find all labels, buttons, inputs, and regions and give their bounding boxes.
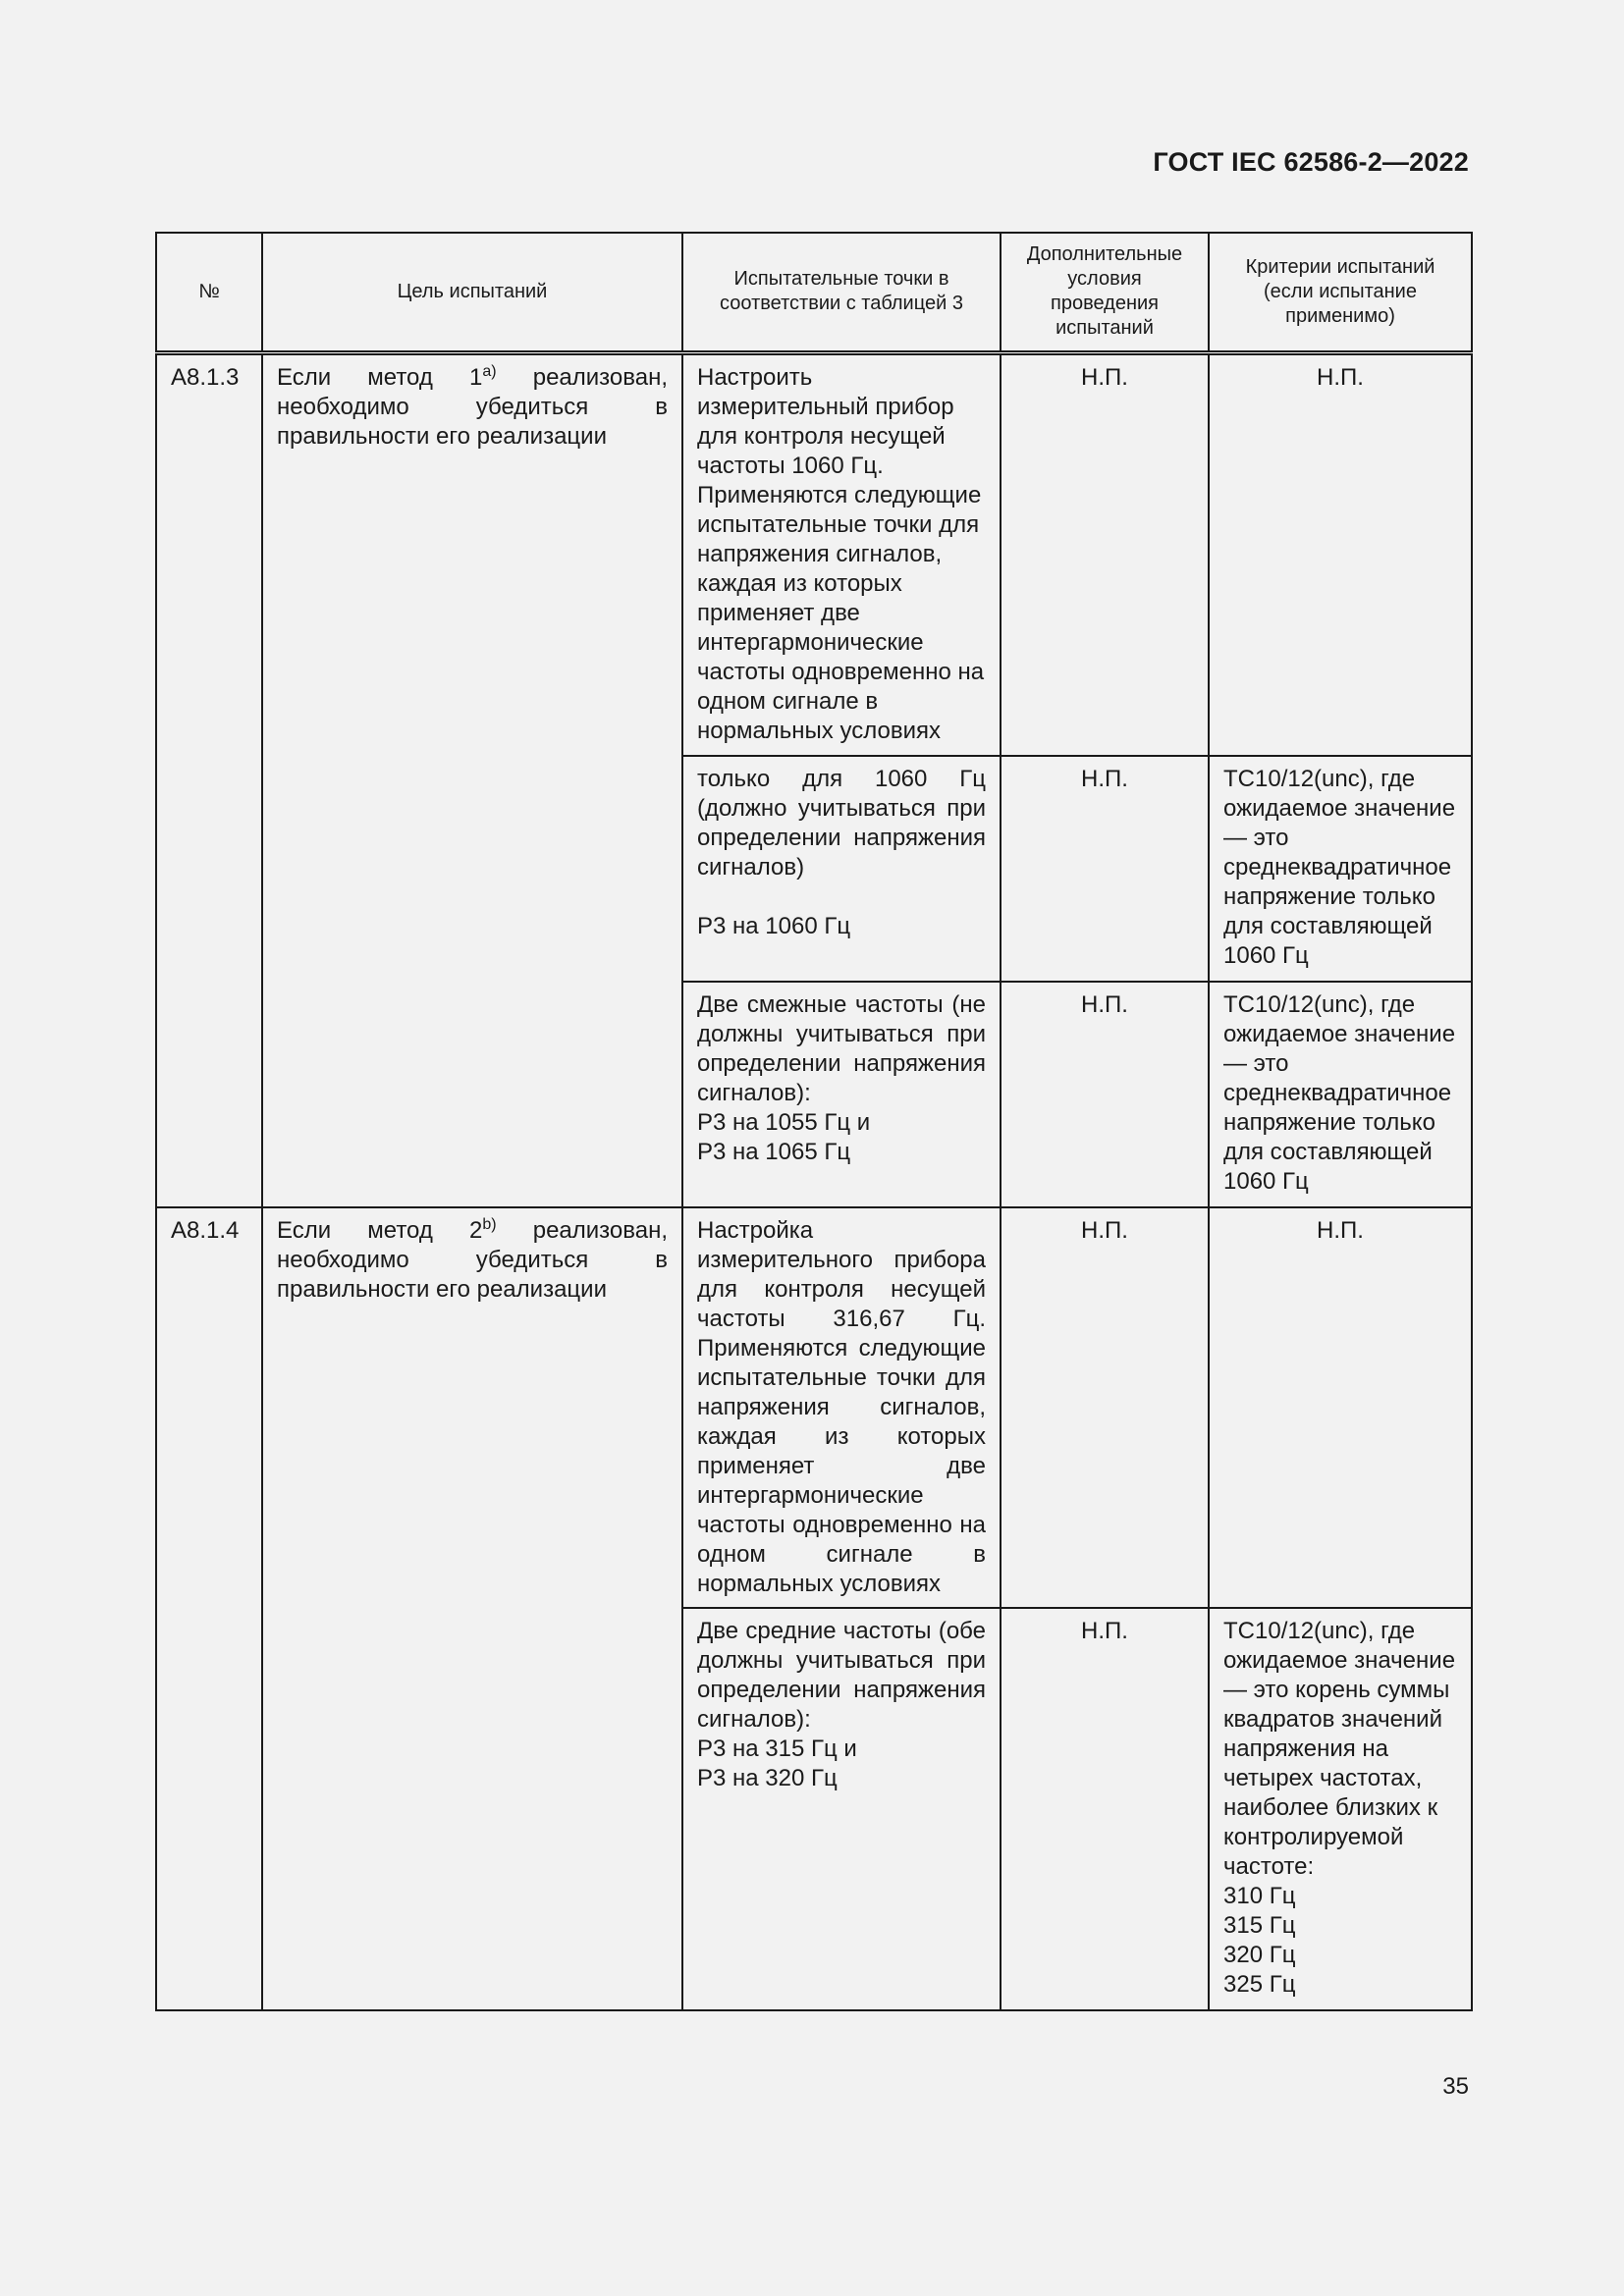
goal-text: Если метод 1	[277, 363, 483, 391]
test-criteria: Н.П.	[1209, 1207, 1472, 1608]
standard-designation: ГОСТ IEC 62586-2—2022	[1153, 147, 1469, 177]
column-header-criteria: Критерии испытаний (если испытание применимо)	[1209, 233, 1472, 352]
test-table	[155, 232, 1473, 2011]
column-header-test-points: Испытательные точки в соответствии с таблицей 3	[682, 233, 1001, 352]
column-header-number: №	[156, 233, 262, 352]
test-criteria: ТС10/12(unc), где ожидаемое значение — это среднеквадратичное напряжение только для составляющей 1060 Гц	[1209, 756, 1472, 982]
goal-text: Если метод 2	[277, 1217, 483, 1244]
test-points: Две смежные частоты (не должны учитываться при определении напряжения сигналов): Р3 на 1055 Гц и Р3 на 1065 Гц	[682, 982, 1001, 1207]
goal-text: реализован, необходимо убедиться в правильности его реализации	[277, 1217, 669, 1303]
page-number: 35	[1442, 2073, 1469, 2100]
table-header-row	[156, 233, 1472, 352]
test-criteria: Н.П.	[1209, 352, 1472, 756]
test-condition: Н.П.	[1001, 1608, 1209, 2010]
test-condition: Н.П.	[1001, 352, 1209, 756]
test-goal	[262, 1207, 682, 2010]
test-goal	[262, 352, 682, 1207]
goal-text: реализован, необходимо убедиться в правильности его реализации	[277, 363, 669, 450]
test-points: Настройка измерительного прибора для контроля несущей частоты 316,67 Гц. Применяются следующие испытательные точки для напряжения сигналов, каждая из которых применяет две интергармонические частоты одновременно на одном сигнале в нормальных условиях	[682, 1207, 1001, 1608]
footnote-ref: a)	[482, 362, 497, 380]
test-points: только для 1060 Гц (должно учитываться при определении напряжения сигналов) Р3 на 1060 Гц	[682, 756, 1001, 982]
column-header-conditions: Дополнительные условия проведения испытаний	[1001, 233, 1209, 352]
footnote-ref: b)	[482, 1216, 497, 1233]
test-id: A8.1.3	[156, 352, 262, 1207]
test-criteria: ТС10/12(unc), где ожидаемое значение — это среднеквадратичное напряжение только для составляющей 1060 Гц	[1209, 982, 1472, 1207]
test-criteria: ТС10/12(unc), где ожидаемое значение — это корень суммы квадратов значений напряжения на четырех частотах, наиболее близких к контролируемой частоте: 310 Гц 315 Гц 320 Гц 325 Гц	[1209, 1608, 1472, 2010]
test-condition: Н.П.	[1001, 982, 1209, 1207]
column-header-goal: Цель испытаний	[262, 233, 682, 352]
test-id: A8.1.4	[156, 1207, 262, 2010]
test-points: Настроить измерительный прибор для контроля несущей частоты 1060 Гц. Применяются следующие испытательные точки для напряжения сигналов, каждая из которых применяет две интергармонические частоты одновременно на одном сигнале в нормальных условиях	[682, 352, 1001, 756]
table-row	[156, 1207, 1472, 1608]
test-condition: Н.П.	[1001, 1207, 1209, 1608]
test-condition: Н.П.	[1001, 756, 1209, 982]
test-points: Две средние частоты (обе должны учитываться при определении напряжения сигналов): Р3 на 315 Гц и Р3 на 320 Гц	[682, 1608, 1001, 2010]
table-row	[156, 352, 1472, 756]
